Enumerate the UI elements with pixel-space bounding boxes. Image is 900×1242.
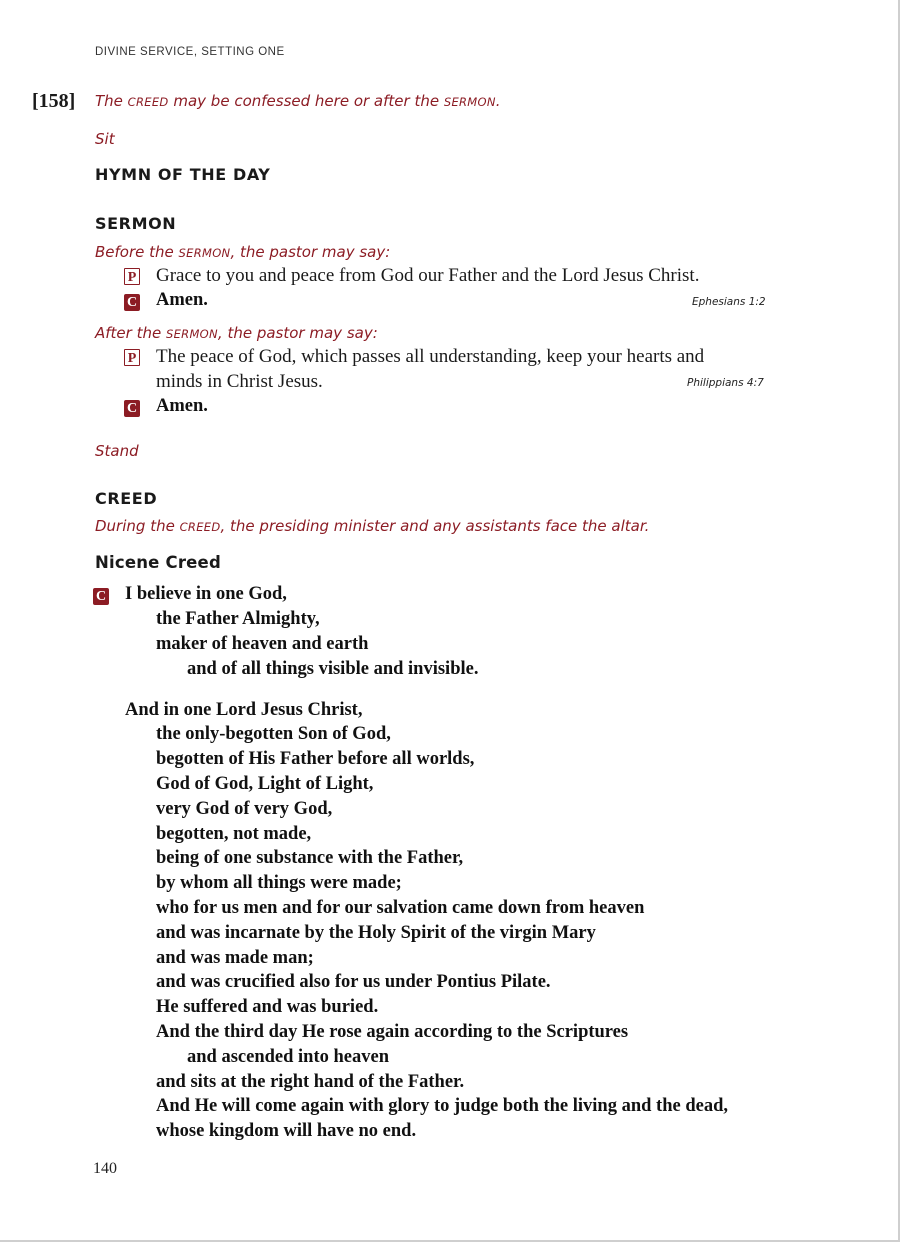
pastor-icon: P: [124, 349, 140, 366]
creed-line: begotten, not made,: [156, 824, 312, 844]
running-header: DIVINE SERVICE, SETTING ONE: [95, 46, 285, 58]
nicene-creed-heading: Nicene Creed: [95, 553, 221, 572]
creed-line: maker of heaven and earth: [156, 634, 369, 654]
creed-line: who for us men and for our salvation came down from heaven: [156, 898, 645, 918]
pastor-marker: [124, 349, 140, 367]
congregation-marker: [124, 293, 140, 311]
creed-heading: CREED: [95, 489, 158, 508]
congregation-marker: [93, 587, 109, 605]
creed-line: God of God, Light of Light,: [156, 774, 374, 794]
page-number: 140: [93, 1160, 117, 1177]
rubric-before-sermon: Before the SERMON, the pastor may say:: [95, 243, 391, 261]
rubric-after-sermon: After the SERMON, the pastor may say:: [95, 324, 378, 342]
creed-line: And the third day He rose again according to the Scriptures: [156, 1022, 629, 1042]
creed-line: very God of very God,: [156, 799, 333, 819]
creed-line: I believe in one God,: [125, 584, 287, 604]
congregation-icon: C: [93, 588, 109, 605]
scripture-reference: Ephesians 1:2: [692, 296, 766, 308]
pastor-peace-line: The peace of God, which passes all understanding, keep your hearts and: [156, 346, 705, 367]
creed-line: and of all things visible and invisible.: [187, 659, 479, 679]
creed-line: being of one substance with the Father,: [156, 848, 464, 868]
creed-line: the Father Almighty,: [156, 609, 320, 629]
congregation-marker: [124, 399, 140, 417]
creed-line: the only-begotten Son of God,: [156, 724, 391, 744]
creed-line: and sits at the right hand of the Father.: [156, 1072, 465, 1092]
creed-line: whose kingdom will have no end.: [156, 1121, 417, 1141]
pastor-icon: P: [124, 268, 140, 285]
scripture-reference: Philippians 4:7: [687, 377, 764, 389]
creed-line: and was made man;: [156, 948, 314, 968]
section-number: [158]: [32, 90, 76, 112]
creed-line: And He will come again with glory to judge both the living and the dead,: [156, 1096, 729, 1116]
pastor-grace-line: Grace to you and peace from God our Father and the Lord Jesus Christ.: [156, 265, 700, 286]
rubric-during-creed: During the CREED, the presiding minister and any assistants face the altar.: [95, 517, 650, 535]
pastor-peace-line: minds in Christ Jesus.: [156, 371, 323, 392]
creed-line: and ascended into heaven: [187, 1047, 389, 1067]
rubric-creed-placement: The CREED may be confessed here or after the SERMON.: [95, 92, 501, 110]
creed-line: and was crucified also for us under Pontius Pilate.: [156, 972, 551, 992]
rubric-stand: Stand: [95, 442, 139, 460]
sermon-heading: SERMON: [95, 214, 177, 233]
pastor-marker: [124, 268, 140, 286]
creed-line: and was incarnate by the Holy Spirit of the virgin Mary: [156, 923, 596, 943]
creed-line: And in one Lord Jesus Christ,: [125, 700, 363, 720]
creed-line: He suffered and was buried.: [156, 997, 379, 1017]
congregation-icon: C: [124, 294, 140, 311]
hymn-of-the-day-heading: HYMN OF THE DAY: [95, 165, 271, 184]
congregation-icon: C: [124, 400, 140, 417]
creed-line: begotten of His Father before all worlds,: [156, 749, 475, 769]
amen-response: Amen.: [156, 290, 208, 310]
amen-response: Amen.: [156, 396, 208, 416]
creed-line: by whom all things were made;: [156, 873, 402, 893]
rubric-sit: Sit: [95, 130, 115, 148]
